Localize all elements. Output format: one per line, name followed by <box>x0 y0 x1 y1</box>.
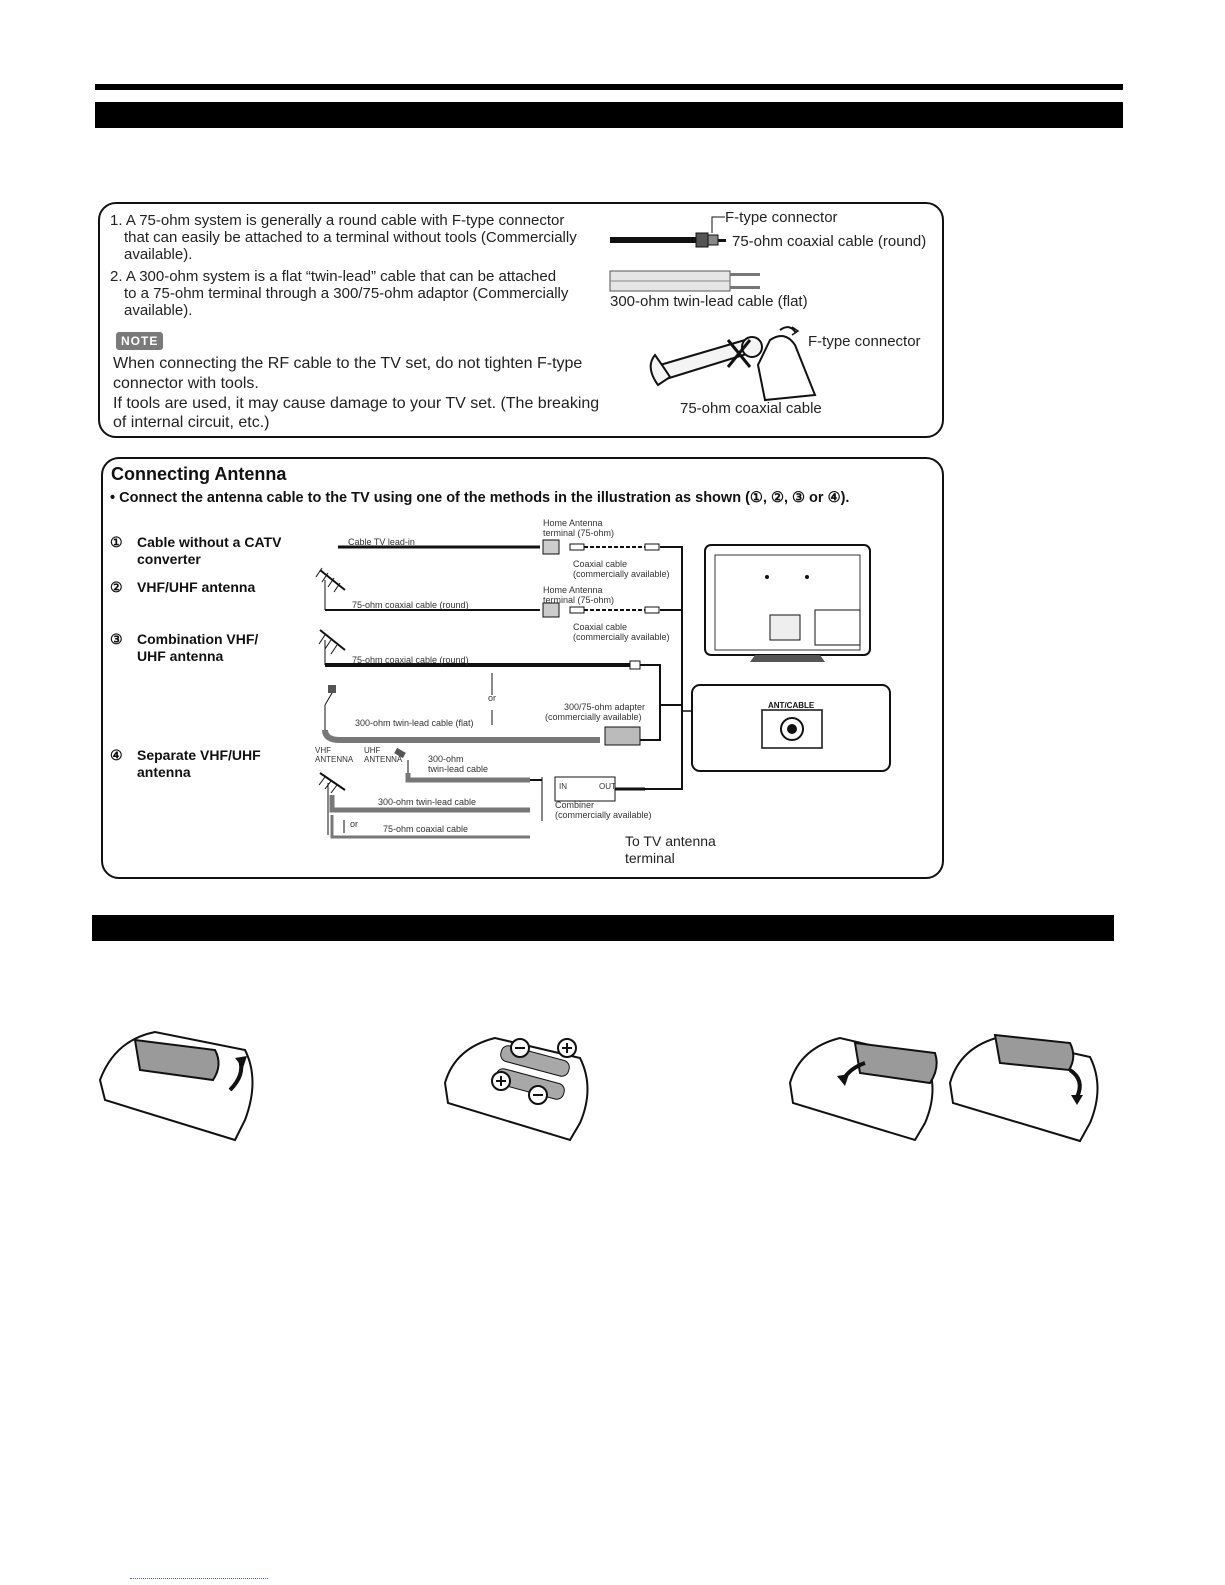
label-ant-cable: ANT/CABLE <box>768 701 815 710</box>
remote-slide-cover-illustration <box>785 1028 945 1143</box>
label-twinlead-flat: 300-ohm twin-lead cable (flat) <box>610 293 808 310</box>
label-combiner-2: (commercially available) <box>555 810 652 820</box>
method-1-num: ① <box>110 534 123 550</box>
note-line4: of internal circuit, etc.) <box>113 414 270 431</box>
minus-symbol-icon <box>511 1039 529 1057</box>
label-twinlead-300-1: 300-ohm <box>428 754 464 764</box>
label-home-antenna-1b: terminal (75-ohm) <box>543 528 615 538</box>
label-combiner-in: IN <box>559 782 567 791</box>
note-line1: When connecting the RF cable to the TV set, do not tighten F-type <box>113 355 583 372</box>
antenna-bullet: • Connect the antenna cable to the TV using one of the methods in the illustration as shown (①, ②, ③ or ④). <box>110 490 850 506</box>
label-coax-bottom: 75-ohm coaxial cable <box>680 400 822 417</box>
section-header-bar-antenna <box>95 102 1123 128</box>
method-1-label-1: Cable without a CATV <box>137 534 282 550</box>
label-home-antenna-2b: terminal (75-ohm) <box>543 595 615 605</box>
method-3-num: ③ <box>110 631 123 647</box>
label-twinlead-cable-4: 300-ohm twin-lead cable <box>378 797 477 807</box>
item2-line2: to a 75-ohm terminal through a 300/75-ohm adaptor (Commercially <box>124 285 569 302</box>
item1-line2: that can easily be attached to a terminal without tools (Commercially <box>124 229 577 246</box>
item1-line3: available). <box>124 246 193 263</box>
label-to-tv-terminal-1: To TV antenna <box>625 833 716 849</box>
method-3-label-2: UHF antenna <box>137 648 224 664</box>
label-ftype-top: F-type connector <box>725 209 838 226</box>
label-coax-round-2: 75-ohm coaxial cable (round) <box>352 600 469 610</box>
item2-line1: 2. A 300-ohm system is a flat “twin-lead” cable that can be attached <box>110 268 557 285</box>
wall-terminal-icon <box>543 540 559 554</box>
method-4-label-1: Separate VHF/UHF <box>137 747 261 763</box>
top-rule <box>95 84 1123 90</box>
note-line2: connector with tools. <box>113 375 259 392</box>
label-coaxial-2b: (commercially available) <box>573 632 670 642</box>
label-home-antenna-2a: Home Antenna <box>543 585 603 595</box>
label-twinlead-300-2: twin-lead cable <box>428 764 489 774</box>
label-coaxial-1b: (commercially available) <box>573 569 670 579</box>
method-4-num: ④ <box>110 747 123 763</box>
coax-cable-icon <box>570 544 659 550</box>
plus-symbol-icon-2 <box>492 1072 510 1090</box>
label-or-3: or <box>488 693 497 703</box>
footer-link-underline <box>130 1578 268 1580</box>
label-coaxial-1a: Coaxial cable <box>573 559 628 569</box>
label-uhf-antenna-2: ANTENNA <box>364 755 403 764</box>
vhf-uhf-antenna-icon <box>316 568 345 610</box>
remote-insert-batteries-illustration <box>440 1028 600 1143</box>
label-combiner-1: Combiner <box>555 800 595 810</box>
plus-symbol-icon <box>558 1039 576 1057</box>
label-adapter-3b: (commercially available) <box>545 712 642 722</box>
label-coax-round: 75-ohm coaxial cable (round) <box>732 233 927 250</box>
method-2-label: VHF/UHF antenna <box>137 579 256 595</box>
label-cable-tv-leadin: Cable TV lead-in <box>348 537 415 547</box>
label-uhf-antenna-1: UHF <box>364 746 381 755</box>
label-twinlead-flat-3: 300-ohm twin-lead cable (flat) <box>355 718 474 728</box>
tv-rear-icon <box>705 545 870 662</box>
label-vhf-antenna-1: VHF <box>315 746 331 755</box>
hand-icon <box>758 327 815 400</box>
label-vhf-antenna-2: ANTENNA <box>315 755 354 764</box>
twin-lead-flat-icon <box>610 271 760 291</box>
label-ftype-right: F-type connector <box>808 333 921 350</box>
method-4-label-2: antenna <box>137 764 191 780</box>
method-1-label-2: converter <box>137 551 201 567</box>
adapter-icon <box>605 727 640 745</box>
combination-antenna-icon <box>319 630 345 665</box>
label-adapter-3a: 300/75-ohm adapter <box>564 702 646 712</box>
note-line3: If tools are used, it may cause damage to your TV set. (The breaking <box>113 395 600 412</box>
uhf-antenna-icon <box>325 685 336 730</box>
label-home-antenna-1a: Home Antenna <box>543 518 603 528</box>
label-to-tv-terminal-2: terminal <box>625 850 675 866</box>
label-coax-round-3: 75-ohm coaxial cable (round) <box>352 655 469 665</box>
item1-line1: 1. A 75-ohm system is generally a round cable with F-type connector <box>110 212 565 229</box>
minus-symbol-icon-2 <box>529 1086 547 1104</box>
remote-close-cover-illustration <box>945 1025 1110 1145</box>
note-badge: NOTE <box>116 332 163 350</box>
label-coax-cable-4: 75-ohm coaxial cable <box>383 824 469 834</box>
coax-round-icon <box>610 217 726 247</box>
label-or-4: or <box>350 819 359 829</box>
section-header-bar-batteries <box>92 915 1114 941</box>
antenna-title: Connecting Antenna <box>111 464 287 484</box>
label-coaxial-2a: Coaxial cable <box>573 622 628 632</box>
label-combiner-out: OUT <box>599 782 616 791</box>
method-2-num: ② <box>110 579 123 595</box>
remote-open-cover-illustration <box>95 1020 265 1145</box>
item2-line3: available). <box>124 302 193 319</box>
method-3-label-1: Combination VHF/ <box>137 631 259 647</box>
